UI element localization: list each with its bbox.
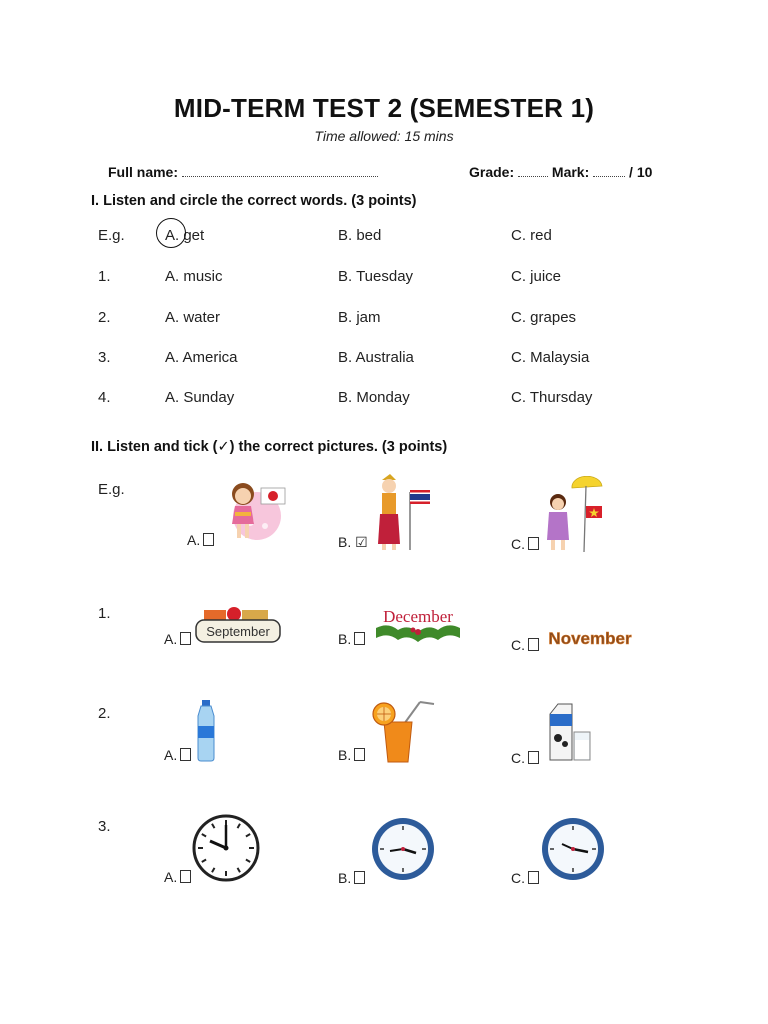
- part2-row-num: 3.: [98, 818, 111, 835]
- september-banner-icon: [194, 602, 282, 648]
- pic-option-b[interactable]: B.: [338, 631, 365, 647]
- tick-box[interactable]: [528, 751, 539, 764]
- mark-blank[interactable]: [593, 164, 625, 177]
- pic-option-a[interactable]: A.: [164, 631, 191, 647]
- mark-total: / 10: [629, 164, 653, 180]
- pic-option-b[interactable]: B.: [338, 870, 365, 886]
- water-bottle-icon: [190, 700, 222, 762]
- tick-box[interactable]: [528, 638, 539, 651]
- part2-row-num: 2.: [98, 705, 111, 722]
- tick-box[interactable]: [528, 871, 539, 884]
- part2-heading: II. Listen and tick (✓) the correct pictures. (3 points): [91, 439, 448, 455]
- pic-option-b[interactable]: B. ☑: [338, 534, 368, 550]
- option-b[interactable]: B. Tuesday: [338, 268, 414, 285]
- pic-option-c[interactable]: C.: [511, 536, 539, 552]
- option-a[interactable]: A. music: [165, 268, 223, 285]
- tick-box[interactable]: [354, 871, 365, 884]
- pic-option-c[interactable]: C.: [511, 870, 539, 886]
- part1-row-num: 3.: [98, 349, 111, 366]
- option-a[interactable]: A. America: [165, 349, 238, 366]
- full-name-blank[interactable]: [182, 164, 378, 177]
- option-c[interactable]: C. juice: [511, 268, 562, 285]
- option-a[interactable]: A. Sunday: [165, 389, 235, 406]
- pic-option-c[interactable]: C.: [511, 750, 539, 766]
- option-c[interactable]: C. grapes: [511, 309, 577, 326]
- pic-option-a[interactable]: A.: [164, 869, 191, 885]
- december-banner-icon: [368, 600, 468, 646]
- page-title: MID-TERM TEST 2 (SEMESTER 1): [173, 93, 595, 123]
- clock-icon: [370, 816, 436, 882]
- tick-box[interactable]: [354, 632, 365, 645]
- option-b[interactable]: B. Monday: [338, 389, 410, 406]
- part1-row-num: E.g.: [98, 227, 125, 244]
- november-banner-icon: [538, 620, 642, 654]
- grade-label: Grade:: [469, 164, 515, 180]
- pic-option-b[interactable]: B.: [338, 747, 365, 763]
- option-a[interactable]: A. get: [165, 227, 205, 244]
- part1-row-num: 2.: [98, 309, 111, 326]
- example-circle-mark: [156, 218, 186, 248]
- part1-heading: I. Listen and circle the correct words. (3 points): [91, 193, 417, 209]
- tick-box[interactable]: [354, 748, 365, 761]
- tick-box[interactable]: [203, 533, 214, 546]
- clock-icon: [540, 816, 606, 882]
- mark-label: Mark:: [551, 164, 590, 180]
- banner-word: November: [548, 629, 632, 648]
- option-b[interactable]: B. Australia: [338, 349, 414, 366]
- tick-box[interactable]: [180, 748, 191, 761]
- grade-mark-field: [469, 164, 652, 180]
- part1-row-num: 1.: [98, 268, 111, 285]
- part2-row-num: E.g.: [98, 481, 125, 498]
- pic-option-a[interactable]: A.: [187, 532, 214, 548]
- vietnamese-girl-flag-icon: [540, 476, 606, 554]
- option-c[interactable]: C. Thursday: [511, 389, 593, 406]
- time-allowed: Time allowed: 15 mins: [314, 128, 454, 144]
- option-c[interactable]: C. red: [511, 227, 552, 244]
- full-name-label: Full name:: [108, 164, 179, 180]
- option-c[interactable]: C. Malaysia: [511, 349, 590, 366]
- tick-box[interactable]: [528, 537, 539, 550]
- grade-blank[interactable]: [518, 164, 548, 177]
- banner-word: September: [206, 624, 270, 639]
- option-a[interactable]: A. water: [165, 309, 221, 326]
- option-b[interactable]: B. bed: [338, 227, 382, 244]
- pic-option-a[interactable]: A.: [164, 747, 191, 763]
- pic-option-c[interactable]: C.: [511, 637, 539, 653]
- tick-box[interactable]: [180, 870, 191, 883]
- full-name-field[interactable]: [108, 164, 378, 180]
- part1-row-num: 4.: [98, 389, 111, 406]
- orange-juice-icon: [370, 700, 436, 764]
- japanese-girl-flag-icon: [215, 474, 287, 546]
- part2-row-num: 1.: [98, 605, 111, 622]
- milk-carton-icon: [546, 702, 596, 764]
- tick-box[interactable]: [180, 632, 191, 645]
- thai-girl-flag-icon: [370, 474, 432, 552]
- option-b[interactable]: B. jam: [338, 309, 381, 326]
- banner-word: December: [383, 607, 453, 626]
- clock-icon: [192, 814, 260, 882]
